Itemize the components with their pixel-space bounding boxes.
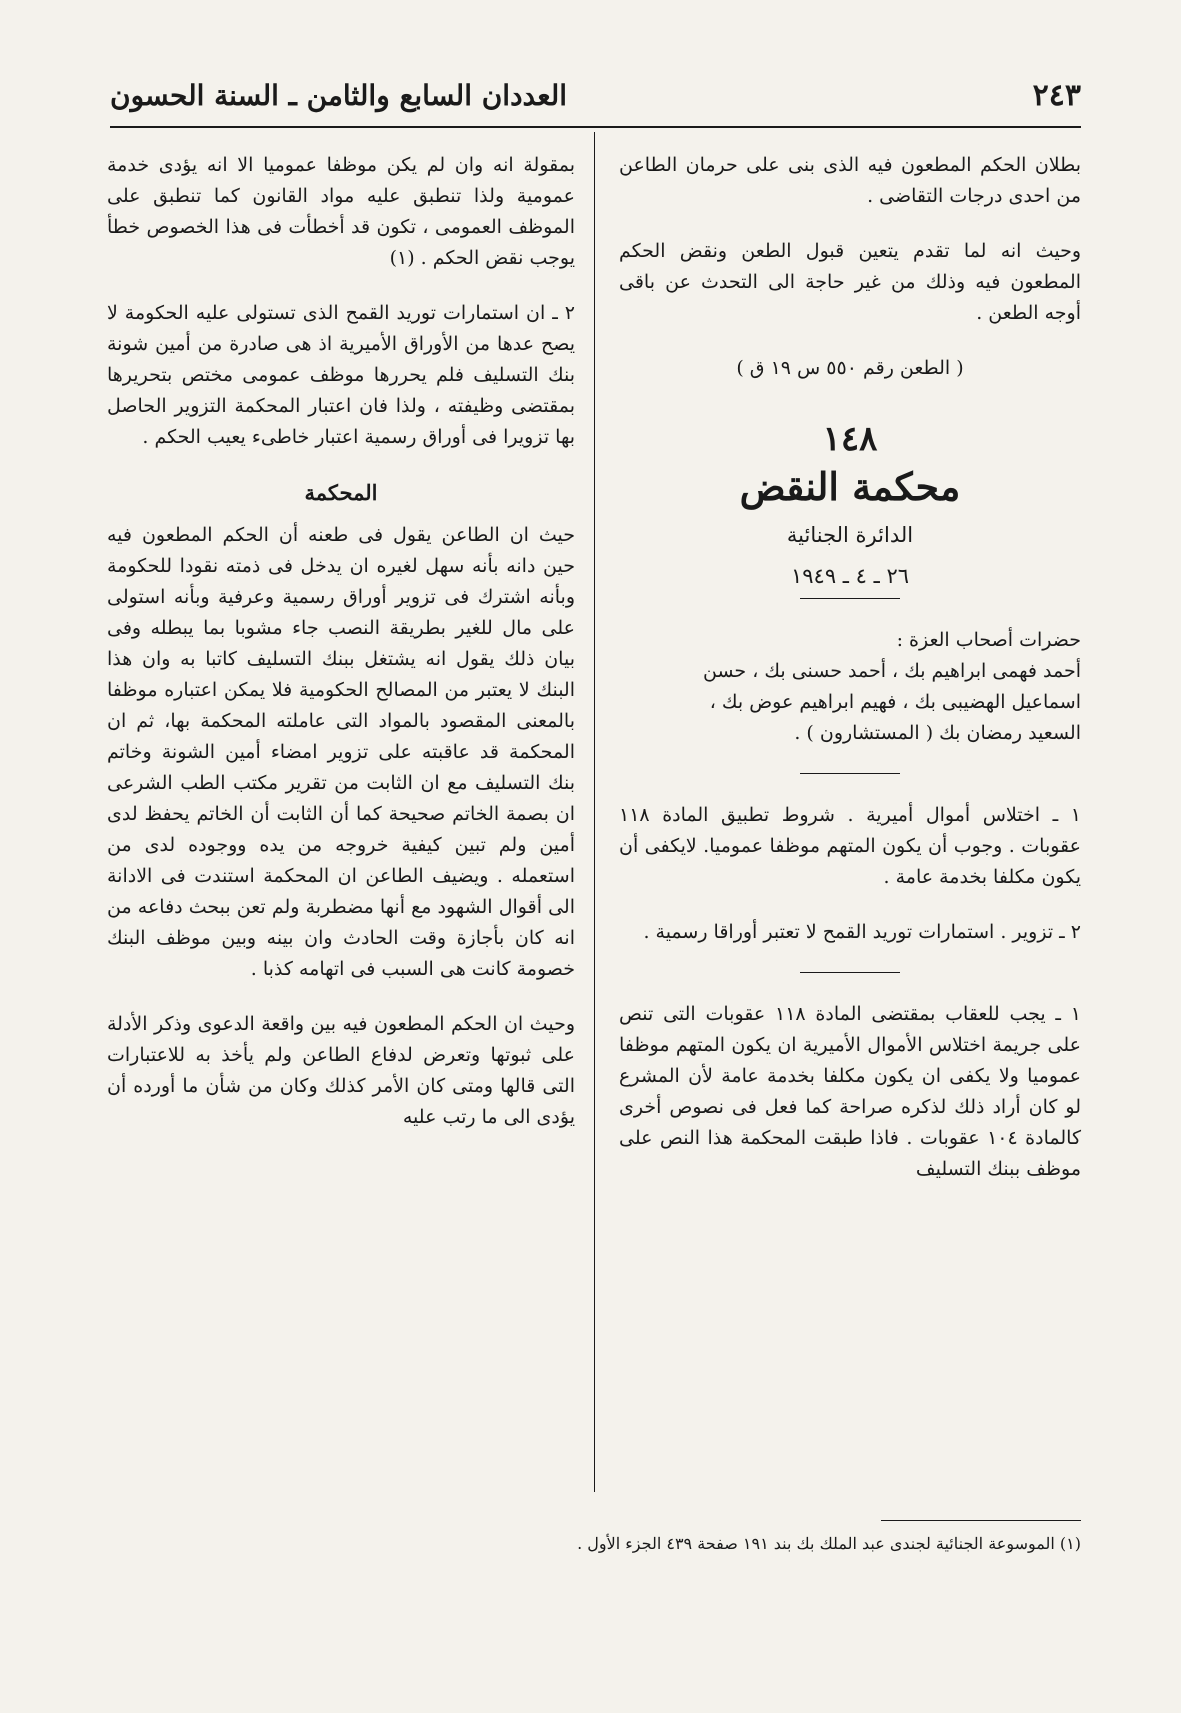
section-title: المحكمة <box>304 480 378 505</box>
header-rule <box>110 126 1081 128</box>
paragraph: حيث ان الطاعن يقول فى طعنه أن الحكم المطعون فيه حين دانه بأنه سهل لغيره ان يدخل فى ذمته نقودا للحكومة وبأنه اشترك فى تزوير أوراق رسمية وعرفية وبأنه استولى على مال للغير بطريقة النصب جاء مشوبا بما يبطله وفى بيان ذلك يقول انه يشتغل ببنك التسليف كاتبا به وان هذا البنك لا يعتبر من المصالح الحكومية فلا يمكن اعتباره موظفا بالمعنى المقصود بالمواد التى عاملته المحكمة بها، ثم ان المحكمة قد عاقبته على تزوير امضاء أمين الشونة وخاتم بنك التسليف مع ان الثابت من تقرير مكتب الطب الشرعى ان بصمة الخاتم صحيحة كما أن الثابت أن الخاتم يحفظ لدى أمين ولم تبين كيفية خروجه من يده ووجوده لدى من استعمله . ويضيف الطاعن ان المحكمة استندت فى الادانة الى أقوال الشهود مع أنها مضطربة ولم تعن ببحث دفاعه من انه كان بأجازة وقت الحادث وان بينه وبين موظف البنك خصومة كانت هى السبب فى اتهامه كذبا . <box>107 524 575 980</box>
summary-item: ٢ ـ تزوير . استمارات توريد القمح لا تعتبر أوراقا رسمية . <box>643 921 1081 943</box>
footnote: (١) الموسوعة الجنائية لجندى عبد الملك بك بند ١٩١ صفحة ٤٣٩ الجزء الأول . <box>577 1534 1081 1553</box>
members-line: أحمد فهمى ابراهيم بك ، أحمد حسنى بك ، حسن <box>703 660 1081 682</box>
paragraph: وحيث انه لما تقدم يتعين قبول الطعن ونقض الحكم المطعون فيه وذلك من غير حاجة الى التحدث عن باقى أوجه الطعن . <box>619 240 1081 324</box>
appeal-reference: ( الطعن رقم ٥٥٠ س ١٩ ق ) <box>736 357 964 379</box>
members-intro: حضرات أصحاب العزة : <box>896 629 1081 651</box>
column-divider <box>594 132 595 1492</box>
members-line: اسماعيل الهضيبى بك ، فهيم ابراهيم عوض بك ، <box>709 691 1081 713</box>
session-date: ٢٦ ـ ٤ ـ ١٩٤٩ <box>791 564 909 588</box>
paragraph: بمقولة انه وان لم يكن موظفا عموميا الا انه يؤدى خدمة عمومية ولذا تنطبق عليه مواد القانون كما تنطبق على الموظف العمومى ، تكون قد أخطأت فى هذا الخصوص خطأ يوجب نقض الحكم . (١) <box>107 154 575 269</box>
page-header <box>110 70 1081 120</box>
divider <box>800 598 900 599</box>
circuit-name: الدائرة الجنائية <box>786 523 914 547</box>
paragraph: ٢ ـ ان استمارات توريد القمح الذى تستولى عليه الحكومة لا يصح عدها من الأوراق الأميرية اذ هى صادرة من أمين شونة بنك التسليف فلم يحررها موظف عمومى مختص بتحريرها بمقتضى وظيفته ، ولذا فان اعتبار المحكمة التزوير الحاصل بها تزويرا فى أوراق رسمية اعتبار خاطىء يعيب الحكم . <box>107 302 575 448</box>
footnote-rule <box>881 1520 1081 1521</box>
journal-title: العددان السابع والثامن ـ السنة الحسون <box>110 78 568 112</box>
right-column <box>619 150 1081 1209</box>
summary-item: ١ ـ اختلاس أموال أميرية . شروط تطبيق المادة ١١٨ عقوبات . وجوب أن يكون المتهم موظفا عموميا. لايكفى أن يكون مكلفا بخدمة عامة . <box>619 804 1081 888</box>
divider <box>800 773 900 774</box>
court-name: محكمة النقض <box>739 464 961 509</box>
principle-paragraph: ١ ـ يجب للعقاب بمقتضى المادة ١١٨ عقوبات التى تنص على جريمة اختلاس الأموال الأميرية ان يكون المتهم موظفا عموميا ولا يكفى ان يكون مكلفا بخدمة عامة لأن المشرع لو كان أراد ذلك لذكره صراحة كما فعل فى نصوص أخرى كالمادة ١٠٤ عقوبات . فاذا طبقت المحكمة هذا النص على موظف ببنك التسليف <box>619 1003 1081 1180</box>
paragraph: وحيث ان الحكم المطعون فيه بين واقعة الدعوى وذكر الأدلة على ثبوتها وتعرض لدفاع الطاعن ولم يأخذ به للاعتبارات التى قالها ومتى كان الأمر كذلك وكان من شأن ما أورده أن يؤدى الى ما رتب عليه <box>107 1013 575 1128</box>
page-number: ٢٤٣ <box>1032 77 1081 113</box>
case-number: ١٤٨ <box>822 419 878 459</box>
members-block <box>619 625 1081 749</box>
members-line: السعيد رمضان بك ( المستشارون ) . <box>794 722 1081 744</box>
paragraph: بطلان الحكم المطعون فيه الذى بنى على حرمان الطاعن من احدى درجات التقاضى . <box>619 154 1081 207</box>
divider <box>800 972 900 973</box>
left-column <box>107 150 575 1157</box>
